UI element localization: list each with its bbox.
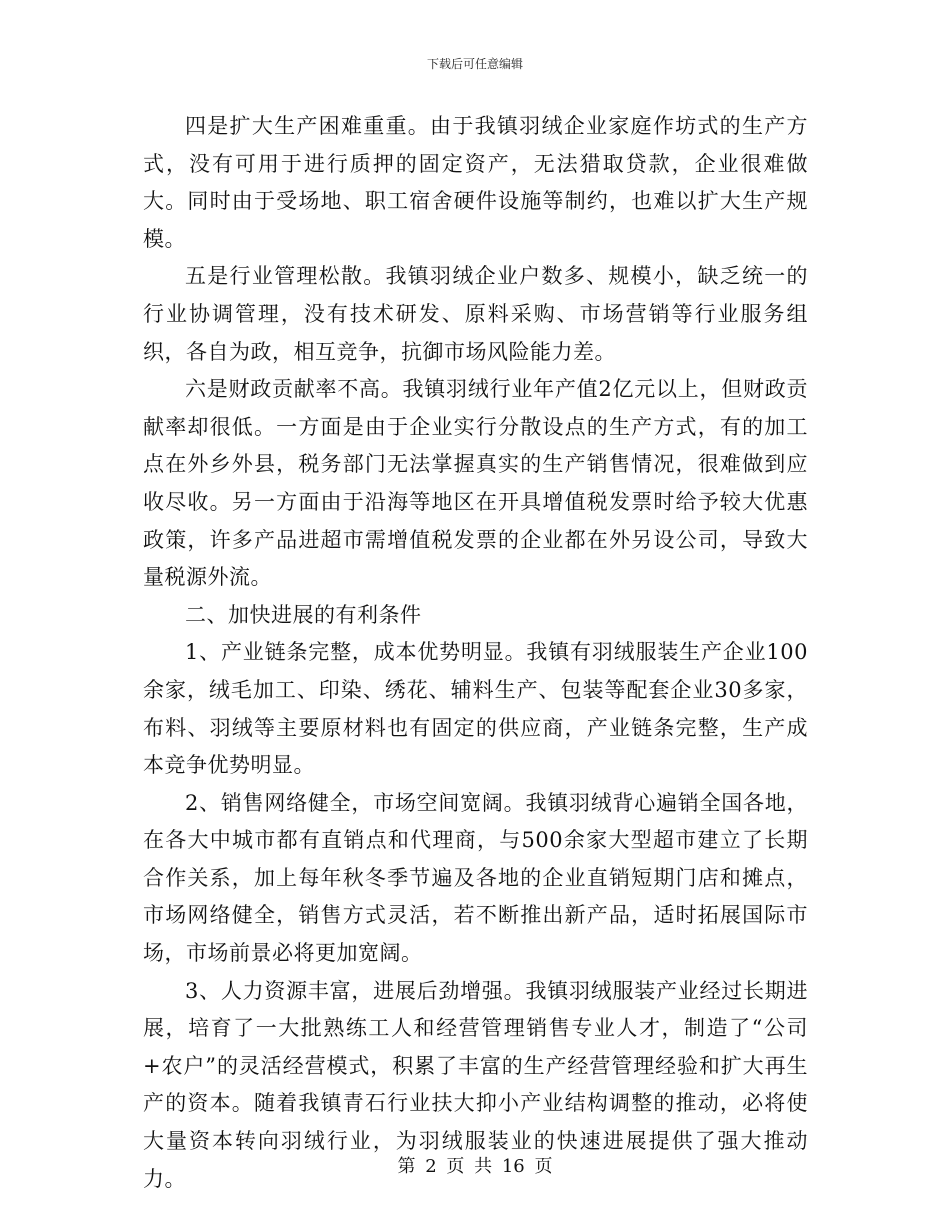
- condition-two: 2、销售网络健全，市场空间宽阔。我镇羽绒背心遍销全国各地，在各大中城市都有直销点和代理商，与500余家大型超市建立了长期合作关系，加上每年秋冬季节遍及各地的企业直销短期门店和摊点，市场网络健全，销售方式灵活，若不断推出新产品，适时拓展国际市场，市场前景必将更加宽阔。: [143, 790, 808, 966]
- header-note: 下载后可任意编辑: [426, 57, 523, 71]
- paragraph-five: 五是行业管理松散。我镇羽绒企业户数多、规模小，缺乏统一的行业协调管理，没有技术研发、原料采购、市场营销等行业服务组织，各自为政，相互竞争，抗御市场风险能力差。: [143, 264, 808, 364]
- document-body: [143, 108, 808, 1198]
- page-footer: 第 2 页 共 16 页: [397, 1156, 553, 1177]
- condition-one: 1、产业链条完整，成本优势明显。我镇有羽绒服装生产企业100余家，绒毛加工、印染、绣花、辅料生产、包装等配套企业30多家，布料、羽绒等主要原材料也有固定的供应商，产业链条完整，生产成本竞争优势明显。: [143, 640, 808, 778]
- paragraph-six: 六是财政贡献率不高。我镇羽绒行业年产值2亿元以上，但财政贡献率却很低。一方面是由于企业实行分散设点的生产方式，有的加工点在外乡外县，税务部门无法掌握真实的生产销售情况，很难做到应收尽收。另一方面由于沿海等地区在开具增值税发票时给予较大优惠政策，许多产品进超市需增值税发票的企业都在外另设公司，导致大量税源外流。: [143, 377, 808, 590]
- condition-three: 3、人力资源丰富，进展后劲增强。我镇羽绒服装产业经过长期进展，培育了一大批熟练工人和经营管理销售专业人才，制造了“公司+农户”的灵活经营模式，积累了丰富的生产经营管理经验和扩大再生产的资本。随着我镇青石行业扶大抑小产业结构调整的推动，必将使大量资本转向羽绒行业，为羽绒服装业的快速进展提供了强大推动力。: [143, 978, 808, 1191]
- section-heading-two: 二、加快进展的有利条件: [185, 602, 422, 627]
- paragraph-four: 四是扩大生产困难重重。由于我镇羽绒企业家庭作坊式的生产方式，没有可用于进行质押的固定资产，无法猎取贷款，企业很难做大。同时由于受场地、职工宿舍硬件设施等制约，也难以扩大生产规模。: [143, 114, 808, 251]
